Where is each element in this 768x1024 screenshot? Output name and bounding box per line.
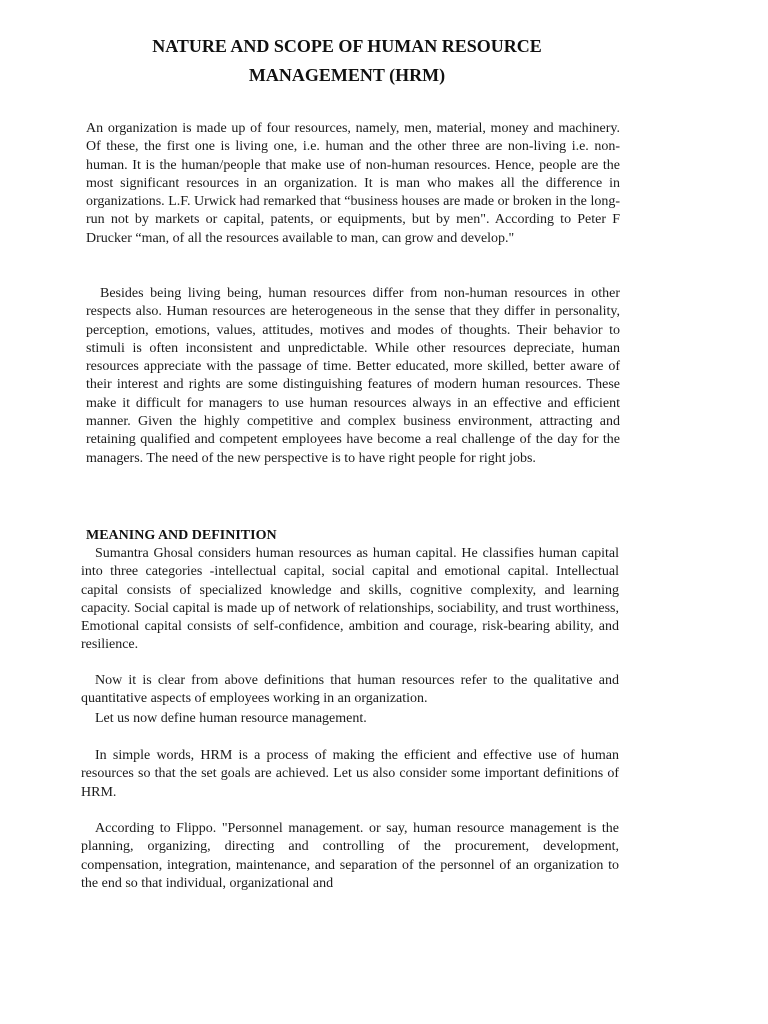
paragraph-flippo-definition: According to Flippo. "Personnel management. or say, human resource management is the planning, organizing, directing and controlling of the procurement, development, compensation, integration, maintenance, and separation of the personnel of an organization to the end so that individual, organizational and bbox=[81, 821, 619, 891]
paragraph-human-capital: Sumantra Ghosal considers human resources as human capital. He classifies human capital into three categories -intellectual capital, social capital and emotional capital. Intellectual capital consists of specialized knowledge and skills, cognitive complexity, and learning capacity. Social capital is made up of network of relationships, sociability, and trust worthiness, Emotional capital consists of self-confidence, ambition and courage, risk-bearing ability, and resilience. bbox=[81, 546, 619, 653]
paragraph-hrm-simple-words: In simple words, HRM is a process of making the efficient and effective use of human resources so that the set goals are achieved. Let us also consider some important definitions of HRM. bbox=[81, 748, 619, 800]
document-title-line-1: NATURE AND SCOPE OF HUMAN RESOURCE bbox=[152, 36, 542, 56]
paragraph-define-hrm: Let us now define human resource management. bbox=[95, 711, 367, 726]
paragraph-human-resources-differences: Besides being living being, human resources differ from non-human resources in other respects also. Human resources are heterogeneous in the sense that they differ in personality, perception, emotions, values, attitudes, motives and modes of thoughts. Their behavior to stimuli is often inconsistent and unpredictable. While other resources depreciate, human resources appreciate with the passage of time. Better educated, more skilled, better aware of their interest and rights are some distinguishing features of modern human resources. These make it difficult for managers to use human resources always in an effective and efficient manner. Given the highly competitive and complex business environment, attracting and retaining qualified and competent employees have become a real challenge of the day for the managers. The need of the new perspective is to have right people for right jobs. bbox=[86, 286, 620, 466]
paragraph-intro: An organization is made up of four resources, namely, men, material, money and machinery. Of these, the first one is living one, i.e. human and the other three are non-living i.e. non-human. It is the human/people that make use of non-human resources. Hence, people are the most significant resources in an organization. It is man who makes all the difference in organizations. L.F. Urwick had remarked that “business houses are made or broken in the long-run not by markets or capital, patents, or equipments, but by men". According to Peter F Drucker “man, of all the resources available to man, can grow and develop." bbox=[86, 121, 620, 246]
document-title-line-2: MANAGEMENT (HRM) bbox=[248, 65, 446, 85]
section-heading-meaning-and-definition: MEANING AND DEFINITION bbox=[86, 528, 277, 543]
paragraph-definitions-summary: Now it is clear from above definitions that human resources refer to the qualitative and quantitative aspects of employees working in an organization. bbox=[81, 673, 619, 707]
